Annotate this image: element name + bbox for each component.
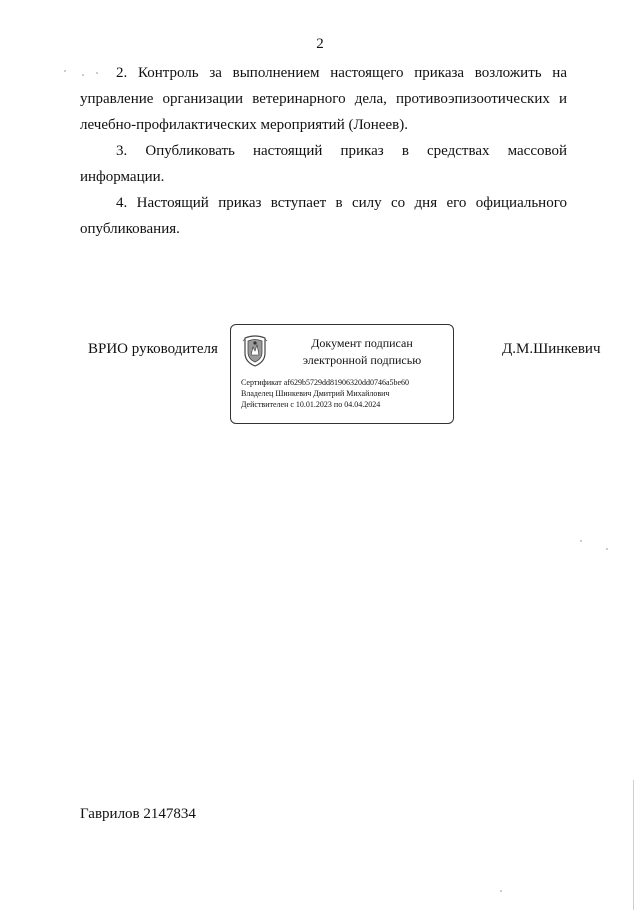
page-number: 2 — [316, 36, 324, 52]
stamp-header-line-1: Документ подписан — [311, 336, 413, 350]
scan-edge-line — [633, 780, 634, 910]
scan-speck — [96, 72, 98, 74]
signatory-name: Д.М.Шинкевич — [502, 341, 601, 357]
paragraph-item-4: 4. Настоящий приказ вступает в силу со дня его официального опубликования. — [80, 195, 567, 237]
stamp-header-line-2: электронной подписью — [302, 353, 422, 367]
electronic-signature-stamp — [230, 324, 454, 424]
scan-speck — [500, 890, 502, 892]
scan-speck — [64, 70, 66, 72]
executor-info: Гаврилов 2147834 — [80, 806, 196, 822]
stamp-header — [277, 335, 447, 369]
scan-speck — [606, 548, 608, 550]
scan-speck — [82, 74, 84, 76]
coat-of-arms-icon — [241, 333, 269, 367]
stamp-validity: Действителен с 10.01.2023 по 04.04.2024 — [241, 400, 381, 409]
stamp-certificate: Сертификат af629b5729dd81906320dd0746a5be60 — [241, 378, 410, 387]
stamp-owner: Владелец Шинкевич Дмитрий Михайлович — [241, 389, 390, 398]
stamp-details — [241, 377, 451, 410]
signatory-position: ВРИО руководителя — [88, 341, 218, 357]
paragraph-item-3: 3. Опубликовать настоящий приказ в средствах массовой информации. — [80, 143, 567, 185]
paragraph-item-2: 2. Контроль за выполнением настоящего приказа возложить на управление организации ветеринарного дела, противоэпизоотических и лечебно-профилактических мероприятий (Лонеев). — [80, 65, 567, 133]
scan-speck — [580, 540, 582, 542]
